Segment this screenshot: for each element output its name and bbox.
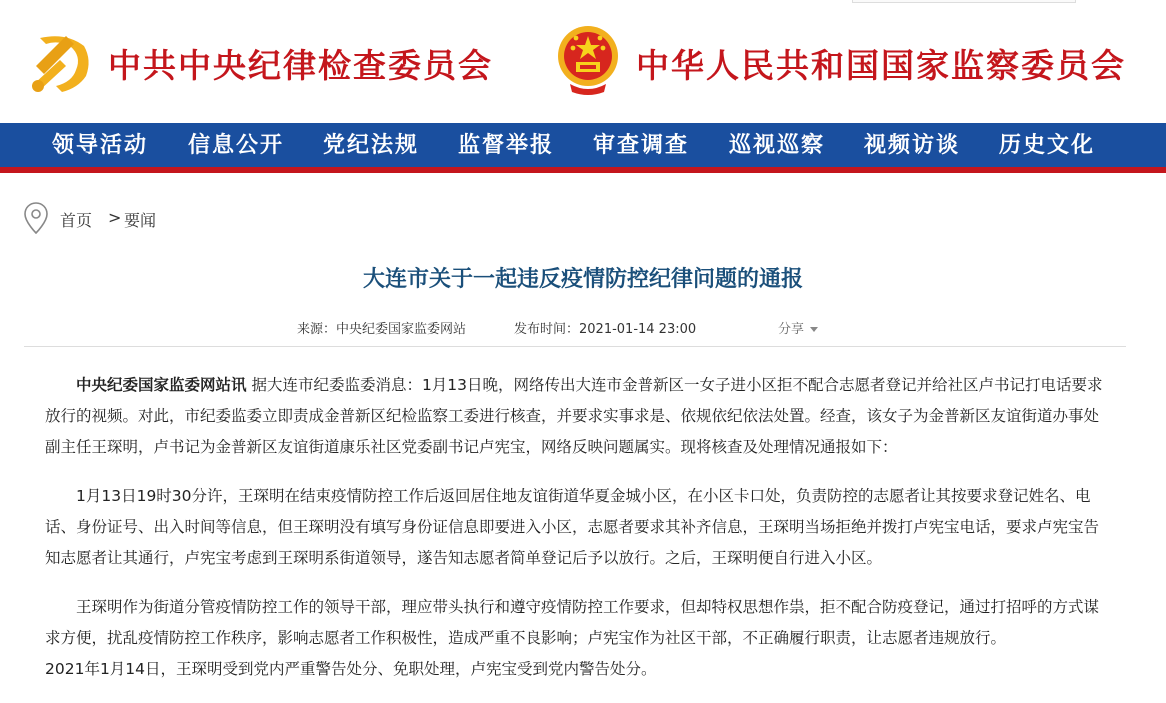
article-paragraph: 2021年1月14日，王琛明受到党内严重警告处分、免职处理，卢宪宝受到党内警告处分。 bbox=[45, 660, 657, 678]
breadcrumb-home[interactable]: 首页 bbox=[60, 211, 93, 230]
nav-item-video[interactable]: 视频访谈 bbox=[864, 132, 961, 158]
main-nav bbox=[0, 123, 1166, 167]
search-box[interactable] bbox=[852, 0, 1076, 3]
brand-nsc[interactable]: 中华人民共和国国家监察委员会 bbox=[636, 46, 1126, 85]
nav-accent-bar bbox=[0, 167, 1166, 173]
party-emblem-icon bbox=[26, 26, 96, 96]
brand-cpc-ccdi[interactable]: 中共中央纪律检查委员会 bbox=[108, 46, 493, 85]
article-title: 大连市关于一起违反疫情防控纪律问题的通报 bbox=[362, 267, 803, 292]
divider bbox=[24, 346, 1126, 347]
share-label: 分享 bbox=[778, 322, 805, 337]
article-source: 来源：中央纪委国家监委网站 bbox=[297, 322, 467, 337]
article-paragraph: 王琛明作为街道分管疫情防控工作的领导干部，理应带头执行和遵守疫情防控工作要求，但却特权思想作祟，拒不配合防疫登记，通过打招呼的方式谋求方便，扰乱疫情防控工作秩序，影响志愿者工作积极性，造成严重不良影响；卢宪宝作为社区干部，不正确履行职责，让志愿者违规放行。 bbox=[45, 598, 1100, 647]
site-header bbox=[0, 0, 1166, 123]
nav-item-leadership[interactable]: 领导活动 bbox=[52, 132, 149, 158]
location-pin-icon bbox=[24, 202, 48, 234]
nav-item-investigation[interactable]: 审查调查 bbox=[593, 132, 690, 158]
national-emblem-icon bbox=[556, 22, 620, 96]
nav-item-report[interactable]: 监督举报 bbox=[458, 132, 555, 158]
nav-item-history[interactable]: 历史文化 bbox=[999, 132, 1096, 158]
breadcrumb-separator: > bbox=[108, 208, 122, 227]
nav-item-regulations[interactable]: 党纪法规 bbox=[323, 132, 420, 158]
breadcrumb-current[interactable]: 要闻 bbox=[124, 211, 157, 230]
nav-item-info[interactable]: 信息公开 bbox=[188, 132, 285, 158]
article-body bbox=[45, 370, 1105, 703]
nav-item-inspection[interactable]: 巡视巡察 bbox=[729, 132, 826, 158]
article-publish-time: 发布时间：2021-01-14 23:00 bbox=[514, 322, 697, 337]
share-button[interactable] bbox=[778, 318, 818, 337]
article-lead: 中央纪委国家监委网站讯 bbox=[76, 376, 247, 394]
article-paragraph: 1月13日19时30分许，王琛明在结束疫情防控工作后返回居住地友谊街道华夏金城小区，在小区卡口处，负责防控的志愿者让其按要求登记姓名、电话、身份证号、出入时间等信息，但王琛明没有填写身份证信息即要进入小区，志愿者要求其补齐信息，王琛明当场拒绝并拨打卢宪宝电话，要求卢宪宝告知志愿者让其通行，卢宪宝考虑到王琛明系街道领导，遂告知志愿者简单登记后予以放行。之后，王琛明便自行进入小区。 bbox=[45, 487, 1100, 567]
chevron-down-icon bbox=[810, 327, 818, 332]
article-paragraph bbox=[45, 370, 1105, 463]
article-paragraph-text: 据大连市纪委监委消息：1月13日晚，网络传出大连市金普新区一女子进小区拒不配合志愿者登记并给社区卢书记打电话要求放行的视频。对此，市纪委监委立即责成金普新区纪检监察工委进行核查，并要求实事求是、依规依纪依法处置。经查，该女子为金普新区友谊街道办事处副主任王琛明，卢书记为金普新区友谊街道康乐社区党委副书记卢宪宝，网络反映问题属实。现将核查及处理情况通报如下： bbox=[45, 376, 1103, 456]
